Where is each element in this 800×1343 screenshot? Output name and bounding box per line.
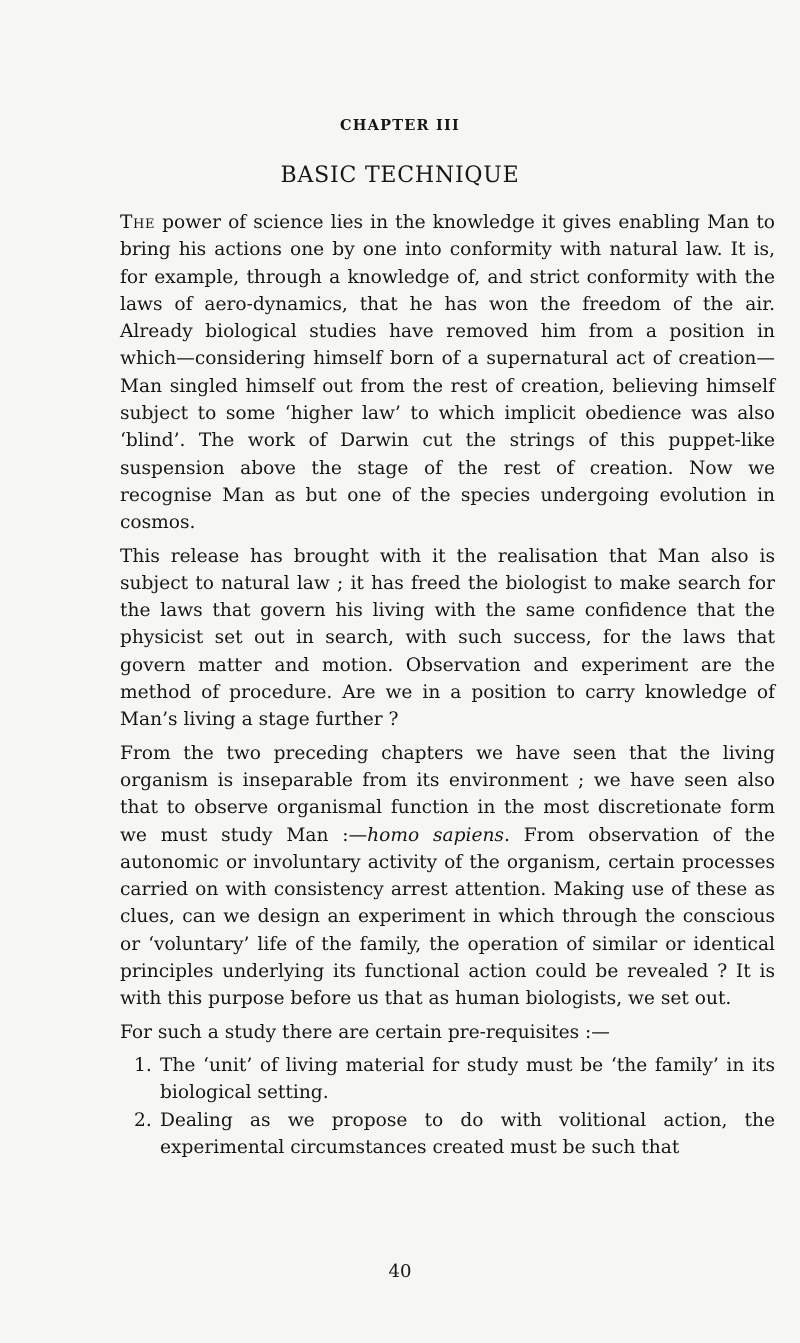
list-number: 2. <box>134 1109 152 1131</box>
paragraph-1-text: power of science lies in the knowledge it gives enabling Man to bring his actions one by one into conformity with natural law. It is, for example, through a knowledge of, and strict conformity with the laws of aero-dynamics, that he has won the freedom of the air. Already biological studies have removed him from a position in which—considering himself born of a supernatural act of creation—Man singled himself out from the rest of creation, believing himself subject to some ‘higher law’ to which implicit obedience was also ‘blind’. The work of Darwin cut the strings of this puppet-like suspension above the stage of the rest of creation. Now we recognise Man as but one of the species undergoing evolution in cosmos. <box>120 212 775 534</box>
chapter-title: BASIC TECHNIQUE <box>280 163 520 188</box>
paragraph-4: For such a study there are certain pre-requisites :— <box>120 1021 610 1043</box>
body-text <box>120 209 775 1161</box>
paragraph-3-text-before: From the two preceding chapters we have seen that the living organism is inseparable from its environment ; we have seen also that to observe organismal function in the most discretionate form we must study Man :— <box>120 742 775 846</box>
list-item-text: Dealing as we propose to do with volitional action, the experimental circumstances created must be such that <box>160 1109 775 1158</box>
list-item <box>120 1052 775 1107</box>
paragraph-3-text-after: . From observation of the autonomic or involuntary activity of the organism, certain processes carried on with consistency arrest attention. Making use of these as clues, can we design an experiment in which through the conscious or ‘voluntary’ life of the family, the operation of similar or identical principles underlying its functional action could be revealed ? It is with this purpose before us that as human biologists, we set out. <box>120 824 775 1010</box>
list-item <box>120 1107 775 1162</box>
species-name: homo sapiens <box>367 824 504 846</box>
prerequisites-list <box>120 1052 775 1161</box>
paragraph-2: This release has brought with it the realisation that Man also is subject to natural law ; it has freed the biologist to make search for the laws that govern his living with the same confidence that the physicist set out in search, with such success, for the laws that govern matter and motion. Observation and experiment are the method of procedure. Are we in a position to carry knowledge of Man’s living a stage further ? <box>120 545 775 731</box>
lead-word: The <box>120 212 156 233</box>
chapter-label: CHAPTER III <box>340 117 460 134</box>
paragraph-1 <box>120 209 775 537</box>
page-number: 40 <box>388 1261 412 1282</box>
list-item-text: The ‘unit’ of living material for study must be ‘the family’ in its biological setting. <box>160 1054 775 1104</box>
paragraph-3 <box>120 740 775 1013</box>
list-number: 1. <box>134 1054 152 1076</box>
